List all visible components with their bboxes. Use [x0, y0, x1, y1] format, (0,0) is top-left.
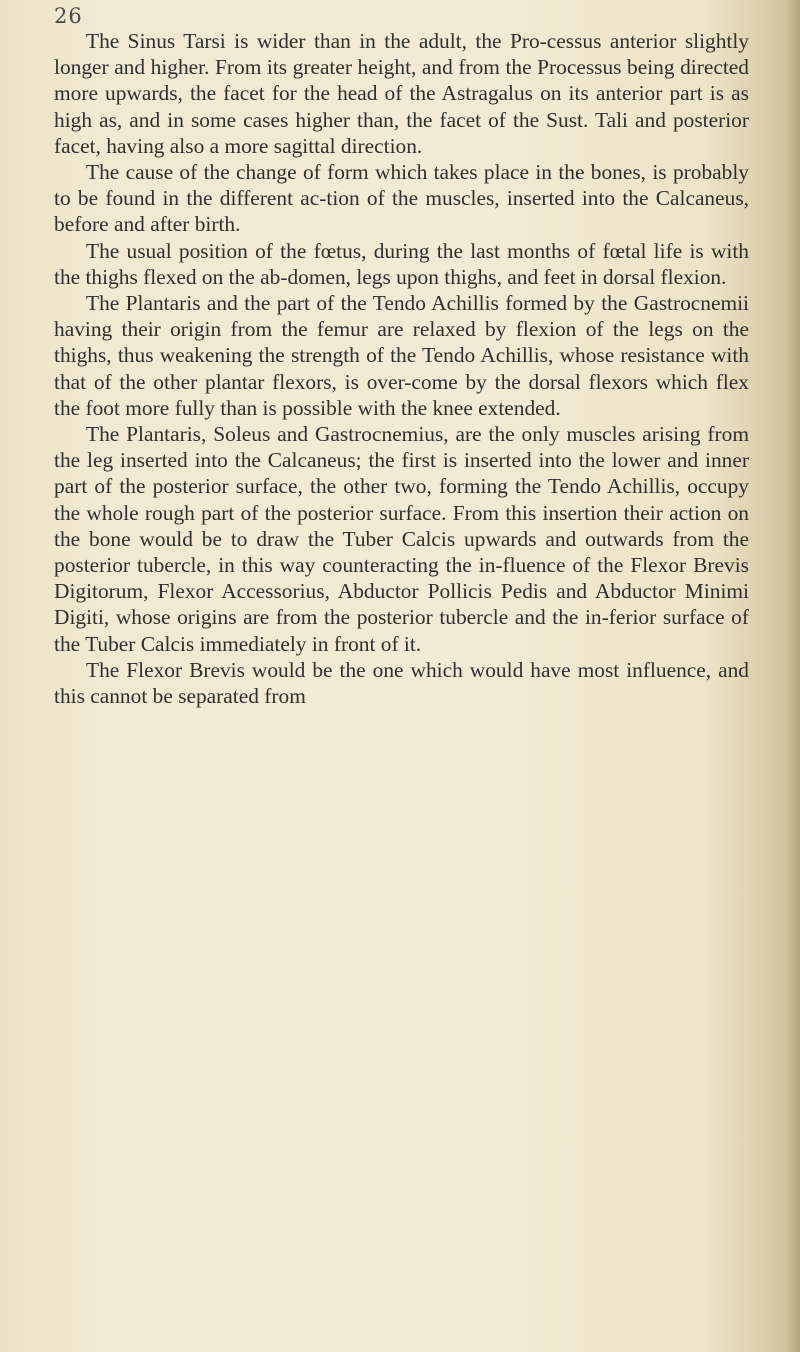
paragraph-foetus-position: The usual position of the fœtus, during the last months of fœtal life is with the thighs flexed on the ab-domen, legs upon thighs, and feet in dorsal flexion.	[54, 238, 749, 289]
body-text	[54, 28, 749, 709]
page-edge-shadow	[786, 0, 800, 1352]
paragraph-cause-of-change: The cause of the change of form which takes place in the bones, is probably to be found in the different ac-tion of the muscles, inserted into the Calcaneus, before and after birth.	[54, 160, 749, 237]
paragraph-muscles-calcaneus: The Plantaris, Soleus and Gastrocnemius, are the only muscles arising from the leg inserted into the Calcaneus; the first is inserted into the lower and inner part of the posterior surface, the other two, forming the Tendo Achillis, occupy the whole rough part of the posterior surface. From this insertion their action on the bone would be to draw the Tuber Calcis upwards and outwards from the posterior tubercle, in this way counteracting the in-fluence of the Flexor Brevis Digitorum, Flexor Accessorius, Abductor Pollicis Pedis and Abductor Minimi Digiti, whose origins are from the posterior tubercle and the in-ferior surface of the Tuber Calcis immediately in front of it.	[54, 422, 749, 656]
paragraph-sinus-tarsi: The Sinus Tarsi is wider than in the adult, the Pro-cessus anterior slightly longer and higher. From its greater height, and from the Processus being directed more upwards, the facet for the head of the Astragalus on its anterior part is as high as, and in some cases higher than, the facet of the Sust. Tali and posterior facet, having also a more sagittal direction.	[54, 29, 749, 158]
paragraph-flexor-brevis: The Flexor Brevis would be the one which would have most influence, and this cannot be separated from	[54, 657, 749, 709]
page-number: 26	[54, 4, 83, 28]
paragraph-plantaris-tendo: The Plantaris and the part of the Tendo Achillis formed by the Gastrocnemii having their origin from the femur are relaxed by flexion of the legs on the thighs, thus weakening the strength of the Tendo Achillis, whose resistance with that of the other plantar flexors, is over-come by the dorsal flexors which flex the foot more fully than is possible with the knee extended.	[54, 291, 749, 420]
